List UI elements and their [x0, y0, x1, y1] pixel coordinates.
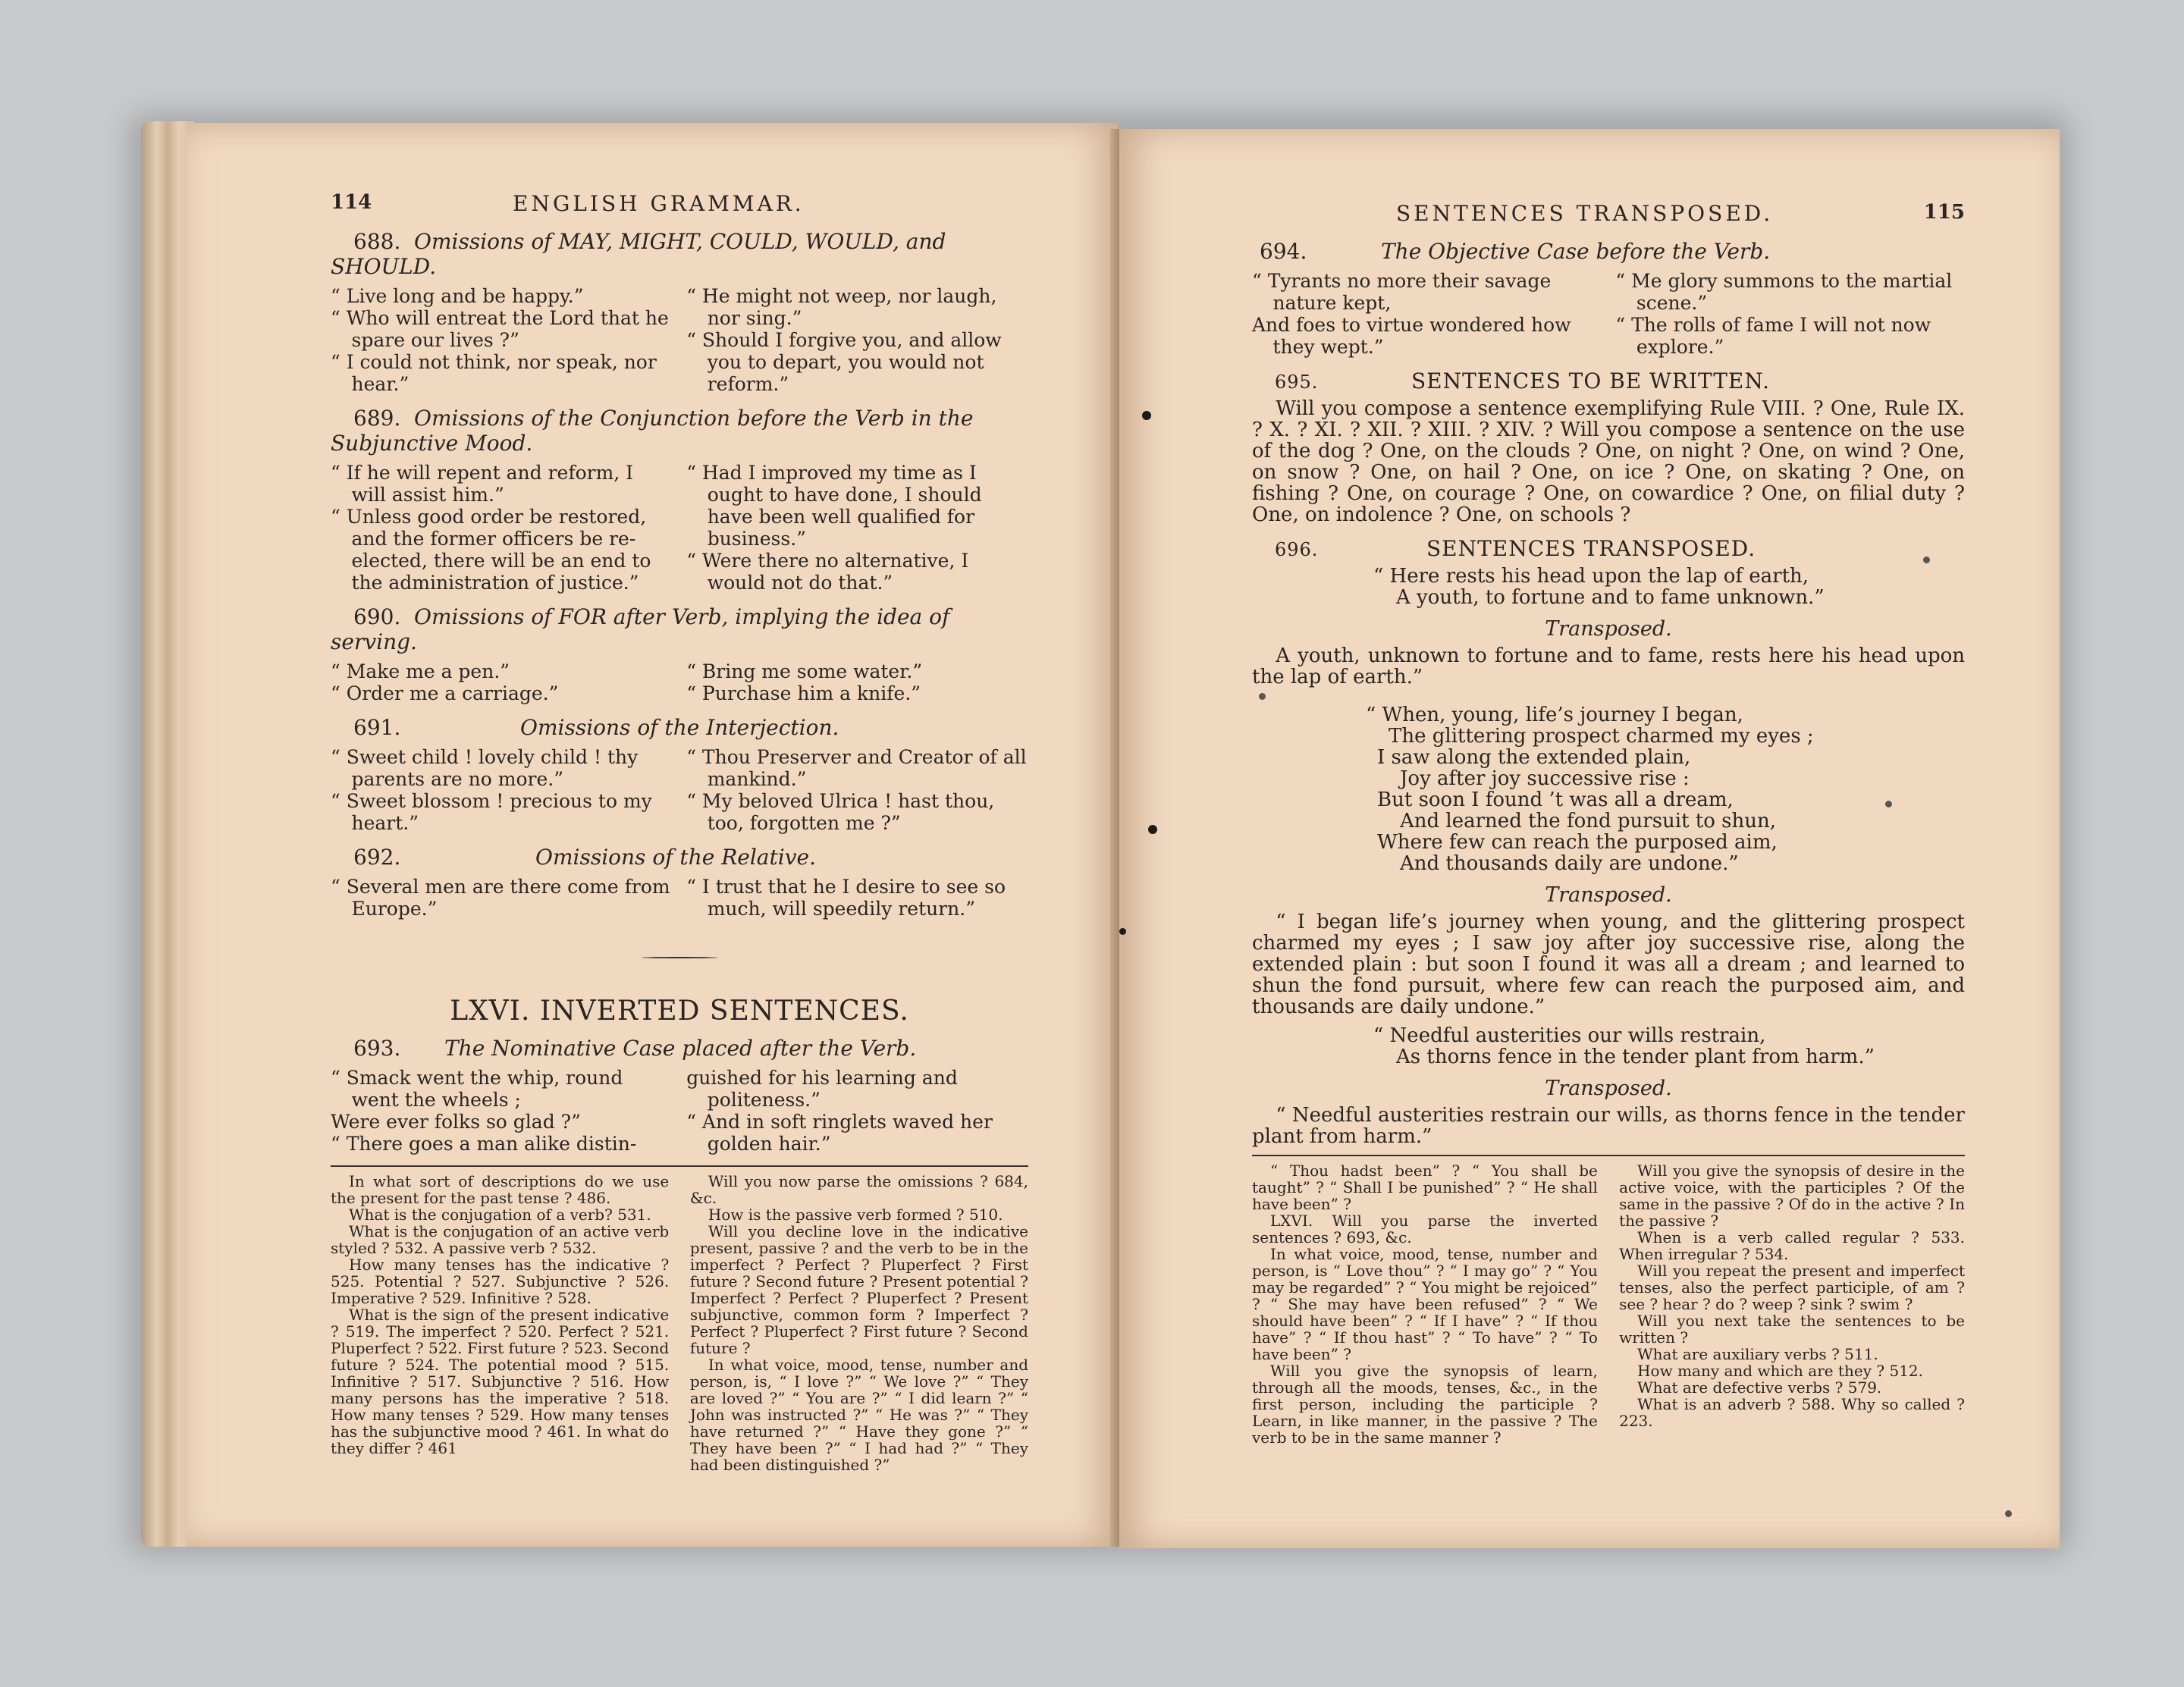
footnote-rule: [331, 1165, 1028, 1167]
example: “ I trust that he I desire to see so much, will speedily return.”: [686, 876, 1006, 920]
left-page-content: [331, 191, 1028, 1473]
example: “ There goes a man alike distin-: [331, 1133, 637, 1155]
section-688-title: Omissions of MAY, MIGHT, COULD, WOULD, and SHOULD.: [331, 229, 946, 279]
right-running-head: [1252, 201, 1965, 234]
verse-line: The glittering prospect charmed my eyes ;: [1389, 725, 1814, 748]
section-692-examples: [331, 876, 1028, 920]
example: “ Smack went the whip, round went the wheels ;: [331, 1067, 623, 1111]
section-688-heading: 688. Omissions of MAY, MIGHT, COULD, WOULD, and SHOULD.: [331, 229, 946, 279]
example: And foes to virtue wondered how they wept.”: [1252, 314, 1571, 358]
left-page: [187, 123, 1118, 1547]
example: “ Were there no alternative, I would not do that.”: [686, 550, 969, 594]
example: “ I could not think, nor speak, nor hear.”: [331, 351, 657, 395]
section-690-examples: [331, 660, 1028, 704]
right-page: [1119, 129, 2060, 1548]
left-running-title: ENGLISH GRAMMAR.: [513, 191, 805, 216]
example: “ The rolls of fame I will not now explore.”: [1615, 314, 1931, 358]
transposed-label: Transposed.: [1545, 617, 1672, 641]
question: Will you give the synopsis of learn, through all the moods, tenses, &c., in the first person, including the participle ? Learn, in like manner, in the passive ? The verb to be in the same manner ?: [1252, 1362, 1598, 1447]
example: “ Who will entreat the Lord that he spare our lives ?”: [331, 307, 669, 351]
verse-1: [1252, 566, 1965, 608]
binding-hole: [1148, 825, 1157, 834]
verse-line: Where few can reach the purposed aim,: [1377, 831, 1778, 854]
example: “ Sweet child ! lovely child ! thy parents are no more.”: [331, 746, 639, 790]
question: When is a verb called regular ? 533. When irregular ? 534.: [1619, 1228, 1965, 1263]
left-running-head: [331, 191, 1028, 224]
question: How many tenses has the indicative ? 525. Potential ? 527. Subjunctive ? 526. Imperative ? 529. Infinitive ? 528.: [331, 1256, 670, 1307]
question: LXVI. Will you parse the inverted sentences ? 693, &c.: [1252, 1212, 1598, 1246]
verse-line: “ Here rests his head upon the lap of earth,: [1373, 565, 1809, 588]
section-691-examples: [331, 746, 1028, 834]
verse-line: I saw along the extended plain,: [1377, 746, 1691, 769]
section-693-title: The Nominative Case placed after the Verb.: [444, 1036, 917, 1061]
verse-line: And learned the fond pursuit to shun,: [1400, 810, 1777, 833]
section-691-title: Omissions of the Interjection.: [520, 715, 839, 740]
example: “ Tyrants no more their savage nature kept,: [1252, 270, 1552, 314]
question: Will you decline love in the indicative present, passive ? and the verb to be in the imperfect ? Perfect ? Pluperfect ? First future ? Second future ? Present potential ? Imperfect ? Perfect ? Pluperfect ? Present subjunctive, common form ? Imperfect ? Perfect ? Pluperfect ? First future ? Second future ?: [689, 1222, 1028, 1357]
question: In what voice, mood, tense, number and person, is, “ I love ?” “ We love ?” “ They are loved ?” “ You are ?” “ I did learn ?” “ John was instructed ?” “ He was ?” “ They have returned ?” “ Have they gone ?” “ They have been ?” “ I had had ?” “ They had been distinguished ?”: [689, 1356, 1028, 1474]
example: “ And in soft ringlets waved her golden hair.”: [686, 1111, 993, 1155]
paper-speck: [2005, 1510, 2012, 1517]
right-running-title: SENTENCES TRANSPOSED.: [1396, 201, 1774, 226]
transposed-label: Transposed.: [1545, 883, 1672, 907]
example: “ Order me a carriage.”: [331, 682, 559, 704]
left-questions: [331, 1173, 1028, 1473]
verse-line: “ When, young, life’s journey I began,: [1366, 704, 1743, 726]
section-689-examples: [331, 462, 1028, 594]
example: “ He might not weep, nor laugh, nor sing.”: [686, 285, 997, 329]
example: “ Bring me some water.”: [686, 660, 923, 682]
question: What are auxiliary verbs ? 511.: [1637, 1345, 1878, 1363]
question: What is the conjugation of an active verb styled ? 532. A passive verb ? 532.: [331, 1222, 670, 1257]
example: “ If he will repent and reform, I will assist him.”: [331, 462, 634, 506]
example: “ Purchase him a knife.”: [686, 682, 921, 704]
verse-2: [1252, 704, 1965, 874]
verse-line: And thousands daily are undone.”: [1400, 852, 1739, 875]
question: How many and which are they ? 512.: [1637, 1362, 1923, 1380]
question: Will you now parse the omissions ? 684, &c.: [689, 1172, 1028, 1207]
footnote-rule: [1252, 1155, 1965, 1156]
section-690-title: Omissions of FOR after Verb, implying the idea of serving.: [331, 604, 950, 654]
verse-line: But soon I found ’t was all a dream,: [1377, 789, 1734, 811]
left-page-number: 114: [331, 191, 372, 214]
example: “ Live long and be happy.”: [331, 285, 584, 307]
verse-line: As thorns fence in the tender plant from harm.”: [1396, 1046, 1875, 1068]
question: In what voice, mood, tense, number and person, is “ Love thou” ? “ I may go” ? “ You may be regarded” ? “ You might be rejoiced” ? “ She may have been refused” ? “ We should have been” ? “ If I have” ? “ If thou have” ? “ If thou hast” ? “ To have” ? “ To have been” ?: [1252, 1245, 1598, 1363]
verse-line: A youth, to fortune and to fame unknown.”: [1396, 586, 1825, 609]
example: “ Should I forgive you, and allow you to depart, you would not reform.”: [686, 329, 1002, 395]
section-689-title: Omissions of the Conjunction before the Verb in the Subjunctive Mood.: [331, 406, 974, 456]
prose-3: “ Needful austerities restrain our wills, as thorns fence in the tender plant from harm.”: [1252, 1104, 1965, 1148]
section-695-title: SENTENCES TO BE WRITTEN.: [1411, 368, 1770, 394]
question: What is an adverb ? 588. Why so called ? 223.: [1619, 1395, 1965, 1430]
paper-speck: [1259, 693, 1266, 700]
question: Will you repeat the present and imperfect tenses, also the perfect participle, of am ? see ? hear ? do ? weep ? sink ? swim ?: [1619, 1262, 1965, 1313]
transposed-label: Transposed.: [1545, 1077, 1672, 1100]
example: Were ever folks so glad ?”: [331, 1111, 581, 1133]
prose-2: “ I began life’s journey when young, and the glittering prospect charmed my eyes ; I saw joy after joy successive rise, along the extended plain : but soon I found it was all a dream ; and learned to shun the fond pursuit, where few can reach the purposed aim, and thousands are daily undone.”: [1252, 911, 1965, 1018]
paper-speck: [1885, 801, 1892, 807]
section-694-title: The Objective Case before the Verb.: [1381, 239, 1771, 264]
section-691-heading: 691. Omissions of the Interjection.: [353, 715, 839, 740]
section-690-heading: 690. Omissions of FOR after Verb, implying the idea of serving.: [331, 604, 950, 654]
question: How is the passive verb formed ? 510.: [708, 1206, 1003, 1224]
example: “ Had I improved my time as I ought to have done, I should have been well qualified for business.”: [686, 462, 982, 550]
binding-hole: [1142, 411, 1151, 420]
right-page-number: 115: [1923, 201, 1965, 224]
question: What is the sign of the present indicative ? 519. The imperfect ? 520. Perfect ? 521. Pluperfect ? 522. First future ? 523. Second future ? 524. The potential mood ? 515. Infinitive ? 517. Subjunctive ? 516. How many persons has the imperative ? 518. How many tenses ? 529. How many tenses has the subjunctive mood ? 461. In what do they differ ? 461: [331, 1306, 670, 1457]
example: “ Thou Preserver and Creator of all mankind.”: [686, 746, 1027, 790]
question: Will you give the synopsis of desire in the active voice, with the participles ? Of the same in the passive ? Of do in the active ? In the passive ?: [1619, 1162, 1965, 1230]
question: In what sort of descriptions do we use the present for the past tense ? 486.: [331, 1172, 670, 1207]
question: What is the conjugation of a verb? 531.: [349, 1206, 651, 1224]
section-689-heading: 689. Omissions of the Conjunction before the Verb in the Subjunctive Mood.: [331, 406, 974, 456]
example: guished for his learning and politeness.”: [686, 1067, 958, 1111]
section-694-examples: [1252, 270, 1965, 358]
binding-hole: [1119, 928, 1126, 935]
section-692-title: Omissions of the Relative.: [535, 845, 816, 870]
verse-line: “ Needful austerities our wills restrain,: [1373, 1024, 1766, 1047]
section-692-heading: 692. Omissions of the Relative.: [353, 845, 816, 870]
section-696-title: SENTENCES TRANSPOSED.: [1426, 536, 1756, 561]
example: “ Sweet blossom ! precious to my heart.”: [331, 790, 652, 834]
verse-line: Joy after joy successive rise :: [1400, 767, 1690, 790]
example: “ My beloved Ulrica ! hast thou, too, forgotten me ?”: [686, 790, 995, 834]
right-questions: [1252, 1162, 1965, 1446]
section-693-heading: 693. The Nominative Case placed after the Verb.: [353, 1036, 917, 1061]
example: “ Several men are there come from Europe.”: [331, 876, 670, 920]
question: Will you next take the sentences to be written ?: [1619, 1312, 1965, 1347]
section-694-heading: 694. The Objective Case before the Verb.: [1260, 239, 1771, 264]
section-693-examples: [331, 1067, 1028, 1155]
paper-speck: [1923, 557, 1930, 563]
example: “ Me glory summons to the martial scene.”: [1615, 270, 1953, 314]
verse-3: [1252, 1025, 1965, 1068]
question: What are defective verbs ? 579.: [1637, 1378, 1882, 1397]
question: “ Thou hadst been” ? “ You shall be taught” ? “ Shall I be punished” ? “ He shall have been” ?: [1252, 1162, 1598, 1213]
right-page-content: [1252, 201, 1965, 1446]
section-688-examples: [331, 285, 1028, 395]
example: “ Make me a pen.”: [331, 660, 510, 682]
section-695-heading: 695. SENTENCES TO BE WRITTEN.: [1275, 368, 1770, 394]
chapter-title: LXVI. INVERTED SENTENCES.: [450, 996, 909, 1027]
prose-1: A youth, unknown to fortune and to fame, rests here his head upon the lap of earth.”: [1252, 644, 1965, 688]
section-696-heading: 696. SENTENCES TRANSPOSED.: [1275, 536, 1756, 561]
example: “ Unless good order be restored, and the former officers be re-elected, there will be an end to the administration of justice.”: [331, 506, 651, 594]
ornament-divider: [642, 955, 717, 961]
section-695-text: Will you compose a sentence exemplifying Rule VIII. ? One, Rule IX. ? X. ? XI. ? XII. ? XIII. ? XIV. ? Will you compose a sentence on the use of the dog ? One, on the clouds ? One, on night ? One, on wind ? One, on snow ? One, on hail ? One, on ice ? One, on skating ? One, on fishing ? One, on courage ? One, on cowardice ? One, on filial duty ? One, on indolence ? One, on schools ?: [1252, 397, 1965, 526]
